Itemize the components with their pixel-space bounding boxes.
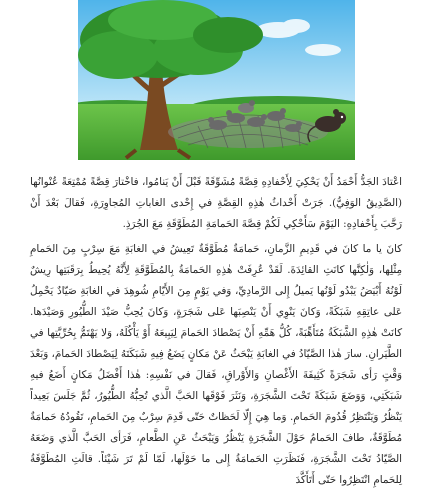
story-paragraph-intro: اعْتادَ الجَدُّ أَحْمَدُ أَنْ يَحْكِيَ لِأَحْفادِهِ قِصَّةً مُشَوِّقَةً قَبْلَ أَنْ يَنامُوا، فاخْتارَ قِصَّةً مُمْتِعَةً عُنْوانُها (الصَّدِيقُ الوَفِيُّ). جَرَتْ أَحْداثُ هٰذِهِ القِصَّةِ في إِحْدى الغاباتِ المُجاوِرَةِ، فَقالَ بَعْدَ أَنْ رَحَّبَ بِأَحْفادِهِ: اليَوْمَ سَأَحْكِي لَكُمْ قِصَّةَ الحَمامَةِ المُطَوَّقَةِ مَعَ الجُرَذِ. [30, 176, 402, 230]
story-illustration [78, 0, 355, 160]
scene-svg [78, 0, 355, 160]
story-paragraph-main: كانَ يا ما كانَ في قَدِيمِ الزَّمانِ، حَمامَةٌ مُطَوَّقَةٌ تَعِيشُ في الغابَةِ مَعَ سِرْبٍ مِنَ الحَمامِ مِثْلِها، وَلٰكِنَّها كانَتِ القائِدَةَ. لَقَدْ عُرِفَتْ هٰذِهِ الحَمامَةُ بِالمُطَوَّقَةِ لِأَنَّهُ يُحِيطُ بِرَقَبَتِها رِيشٌ لَوْنُهُ أَبْيَضُ يَبْدُو لَوْنُها يَميلُ إِلى الرَّمادِيِّ، وَفي يَوْمٍ مِنَ الأَيّامِ شُوهِدَ في الغابَةِ صَيّادٌ يَحْمِلُ عَلى عاتِقِهِ شَبَكَةً، وَكانَ يَنْوِي أَنْ يَنْصِبَها عَلى شَجَرَةٍ، وَكانَ يُحِبُّ صَيْدَ الطُّيُورِ وَصَيْدَها. كانَتْ هٰذِهِ الشَّبَكَةُ مُتَأَهِّبَةً، كُلُّ هَمِّهِ أَنْ يَصْطادَ الحَمامَ لِيَبِيعَهُ أَوْ يَأْكُلَهُ، وَلا يَهْتَمُّ بِحُرِّيَّتِها في الطَّيَرانِ. سارَ هٰذا الصَّيّادُ في الغابَةِ يَبْحَثُ عَنْ مَكانٍ يَضَعُ فِيهِ شَبَكَتَهُ لِيَصْطادَ الحَمامَ، وَبَعْدَ وَقْتٍ رَأى شَجَرَةً كَثِيفَةَ الأَغْصانِ وَالأَوْراقِ، فَقالَ في نَفْسِهِ: هٰذا أَفْضَلُ مَكانٍ أَضَعُ فيهِ شَبَكَتِي، وَوَضَعَ شَبَكَةً تَحْتَ الشَّجَرَةِ، وَنَثَرَ فَوْقَها الحَبَّ الَّذي تُحِبُّهُ الطُّيُورُ، ثُمَّ جَلَسَ بَعِيداً يَنْظُرُ وَيَنْتَظِرُ قُدُومَ الحَمامِ. وَما هِيَ إِلّا لَحَظاتٌ حَتّى قَدِمَ سِرْبٌ مِنَ الحَمامِ، تَقُودُهُ حَمامَةٌ مُطَوَّقَةٌ، طافَ الحَمامُ حَوْلَ الشَّجَرَةِ يَنْظُرُ وَيَبْحَثُ عَنِ الطَّعامِ، فَرَأى الحَبَّ الَّذي وَضَعَهُ الصَّيّادُ تَحْتَ الشَّجَرَةِ، فَنَظَرَتِ الحَمامَةُ إِلى ما حَوْلَها، لَمّا لَمْ تَرَ شَيْئاً. قالَتِ المُطَوَّقَةُ لِلحَمامِ انْتَظِرُوا حَتّى أَتَأَكَّدَ [30, 243, 402, 486]
story-text [30, 172, 402, 495]
